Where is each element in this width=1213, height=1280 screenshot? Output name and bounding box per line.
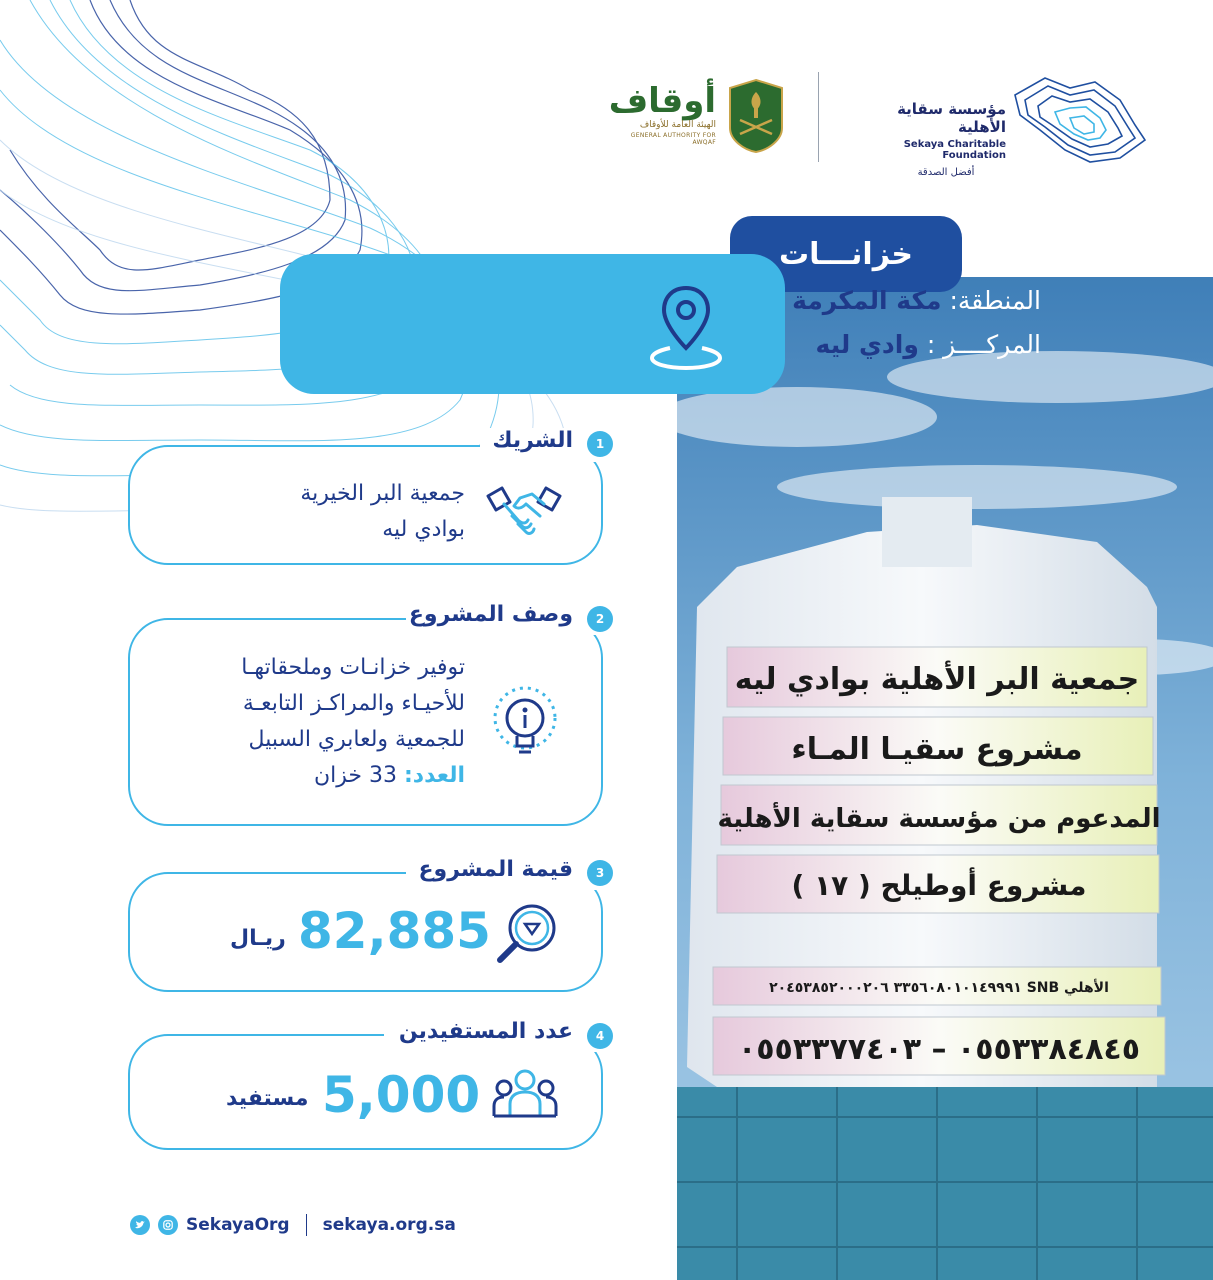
website-link[interactable]: sekaya.org.sa	[322, 1215, 456, 1235]
sign-line-5: الأهلي SNB ٣٣٥٦٠٨٠١٠١٤٩٩٩١ ٢٠٤٥٣٨٥٢٠٠٠٢٠٦	[769, 980, 1109, 996]
description-line-3: للجمعية ولعابري السبيل	[248, 727, 465, 752]
description-line-1: توفير خزانـات وملحقاتهـا	[241, 655, 465, 680]
center-label: المركــــز :	[926, 330, 1041, 359]
handshake-icon	[484, 480, 564, 540]
category-label: خزانـــات	[778, 236, 913, 272]
footer	[130, 1212, 456, 1238]
social-handle[interactable]: SekayaOrg	[186, 1215, 290, 1235]
beneficiaries-unit: مستفيد	[226, 1086, 309, 1111]
partner-line-1: جمعية البر الخيرية	[300, 481, 465, 506]
description-line-2: للأحيـاء والمراكـز التابعـة	[242, 691, 465, 716]
section-number-4: 4	[587, 1023, 613, 1049]
twitter-icon[interactable]	[130, 1215, 150, 1235]
sign-line-2: مشروع سقيـا المـاء	[791, 732, 1083, 767]
magnifier-diamond-icon	[492, 898, 562, 968]
section-number-3: 3	[587, 860, 613, 886]
instagram-icon[interactable]	[158, 1215, 178, 1235]
value-title: قيمة المشروع	[418, 857, 573, 882]
beneficiaries-amount: 5,000	[322, 1066, 481, 1124]
count-label: العدد:	[403, 763, 465, 788]
header-divider	[818, 72, 819, 162]
partner-line-2: بوادي ليه	[382, 517, 465, 542]
people-group-icon	[490, 1066, 560, 1126]
section-number-2: 2	[587, 606, 613, 632]
awqaf-subtitle-ar: الهيئة العامة للأوقاف	[639, 120, 716, 130]
region-value: مكة المكرمة	[792, 286, 942, 315]
sign-line-4: مشروع أوطيلح ( ١٧ )	[791, 869, 1087, 902]
project-value-amount: 82,885	[298, 902, 491, 960]
awqaf-emblem-icon	[724, 78, 788, 154]
sign-line-6: ٠٥٥٣٣٨٤٨٤٥ – ٠٥٥٣٣٧٧٤٠٣	[737, 1032, 1141, 1067]
sekaya-name-en: Sekaya Charitable Foundation	[903, 139, 1006, 161]
sign-line-3: المدعوم من مؤسسة سقاية الأهلية	[717, 804, 1161, 834]
water-tank-photo	[677, 277, 1213, 1280]
sekaya-map-logo	[1010, 70, 1150, 165]
description-title: وصف المشروع	[408, 602, 573, 627]
awqaf-name-ar: أوقاف	[608, 81, 716, 121]
info-bulb-icon	[490, 684, 560, 764]
partner-title: الشريك	[492, 428, 573, 453]
beneficiaries-title: عدد المستفيدين	[398, 1019, 573, 1044]
awqaf-subtitle-en: GENERAL AUTHORITY FOR AWQAF	[630, 132, 716, 146]
region-label: المنطقة:	[949, 286, 1041, 315]
region-line	[792, 286, 1041, 315]
center-line	[816, 330, 1041, 359]
sekaya-tagline: أفضل الصدقة	[917, 167, 975, 178]
currency-label: ريـال	[230, 926, 286, 951]
awqaf-wordmark	[608, 81, 716, 146]
footer-divider	[306, 1214, 307, 1236]
center-value: وادي ليه	[815, 330, 919, 359]
count-value: 33 خزان	[313, 763, 397, 788]
location-pin-icon	[646, 280, 726, 370]
sign-line-1: جمعية البر الأهلية بوادي ليه	[734, 662, 1140, 697]
description-count	[314, 758, 465, 794]
sekaya-wordmark	[846, 100, 1006, 178]
section-number-1: 1	[587, 431, 613, 457]
sekaya-name-ar: مؤسسة سقاية الأهلية	[897, 100, 1006, 136]
